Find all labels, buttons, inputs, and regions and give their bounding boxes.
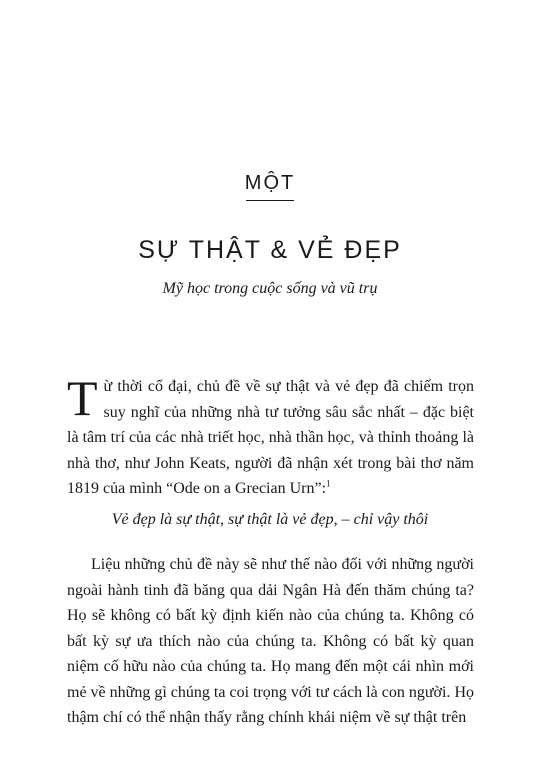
chapter-underline <box>246 200 294 201</box>
drop-cap: T <box>67 370 98 426</box>
footnote-marker[interactable]: 1 <box>326 478 331 489</box>
chapter-title: SỰ THẬT & VẺ ĐẸP <box>138 236 402 264</box>
chapter-number: MỘT <box>244 172 296 194</box>
opening-paragraph <box>67 370 474 502</box>
chapter-subtitle: Mỹ học trong cuộc sống và vũ trụ <box>162 280 378 297</box>
second-paragraph: Liệu những chủ đề này sẽ như thế nào đối với những người ngoài hành tinh đã băng qua dải Ngân Hà đến thăm chúng ta? Họ sẽ không có bất kỳ định kiến nào của chúng ta. Không có bất kỳ sự ưa thích nào của chúng ta. Không có bất kỳ quan niệm cố hữu nào của chúng ta. Họ mang đến một cái nhìn mới mẻ về những gì chúng ta coi trọng với tư cách là con người. Họ thậm chí có thể nhận thấy rằng chính khái niệm về sự thật trên <box>67 556 474 726</box>
opening-paragraph-text: ừ thời cổ đại, chủ đề về sự thật và vẻ đẹp đã chiếm trọn suy nghĩ của những nhà tư tưởng sâu sắc nhất – đặc biệt là tâm trí của các nhà triết học, nhà thần học, và thỉnh thoảng là nhà thơ, như John Keats, người đã nhận xét trong bài thơ năm 1819 của mình “Ode on a Grecian Urn”: <box>67 378 474 497</box>
poem-quote: Vẻ đẹp là sự thật, sự thật là vẻ đẹp, – chỉ vậy thôi <box>111 511 429 528</box>
